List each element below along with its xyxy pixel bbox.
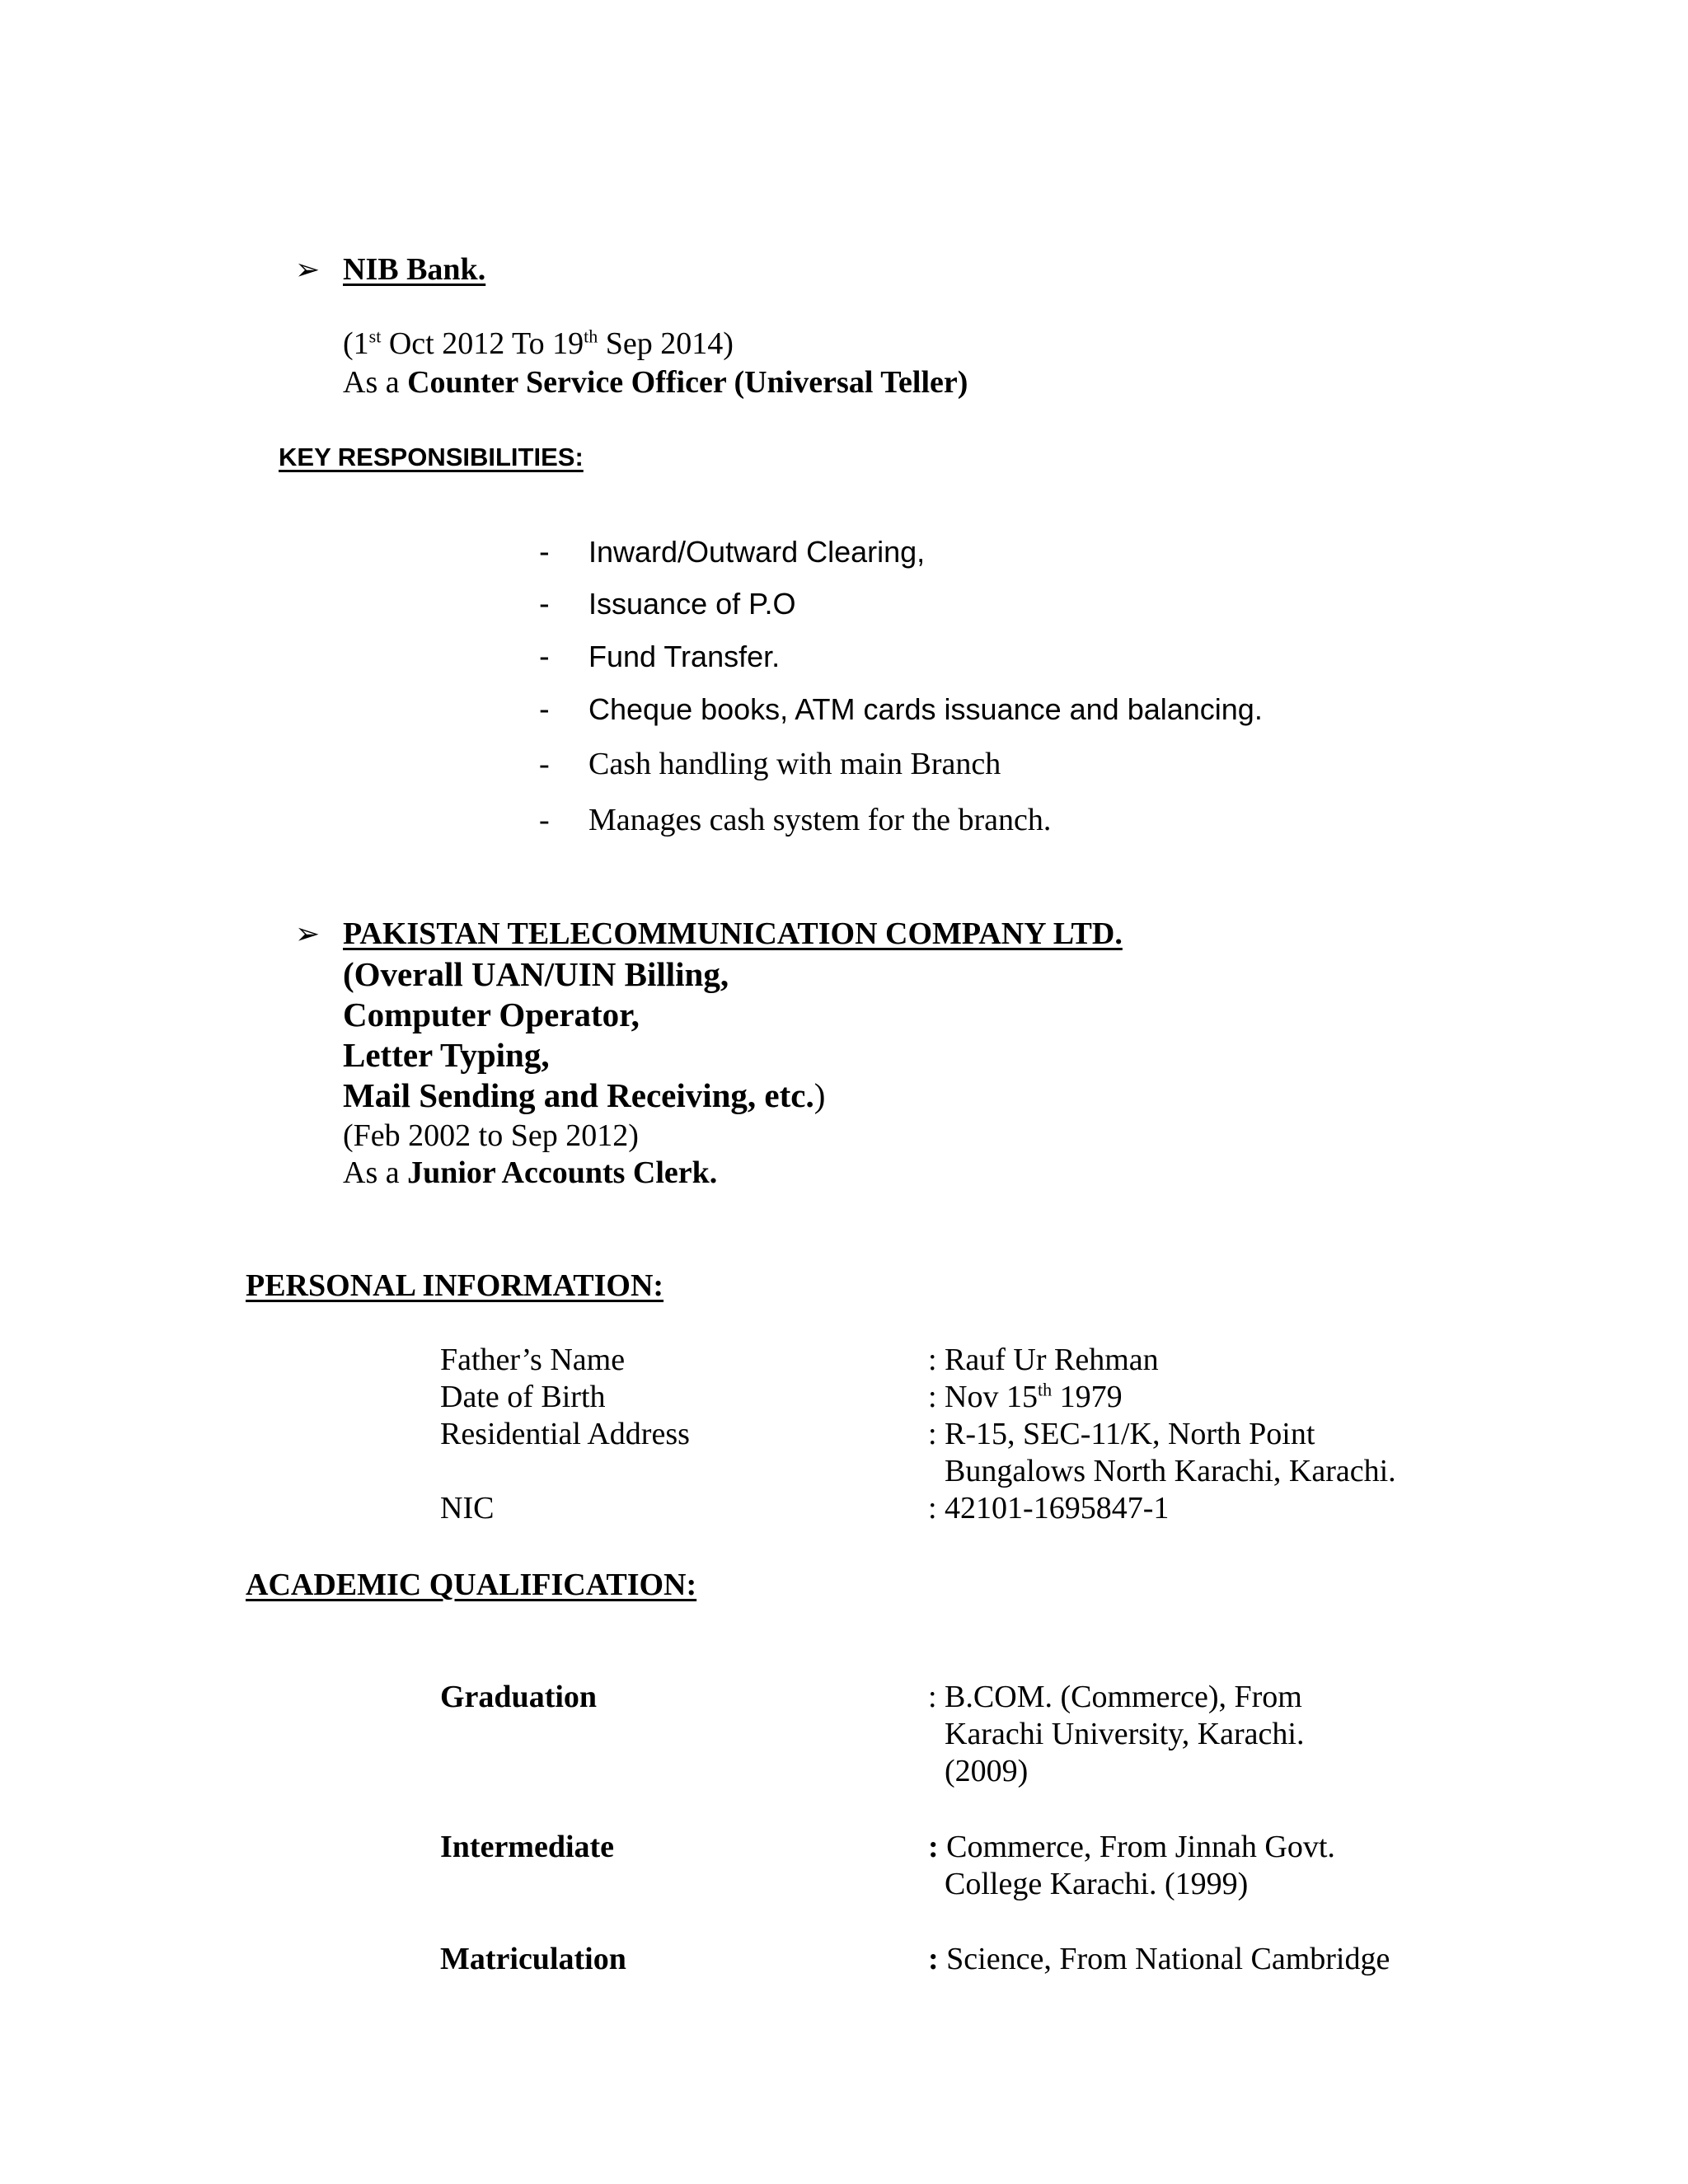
nic-value: : 42101-1695847-1 (928, 1491, 1170, 1526)
personal-info-heading: PERSONAL INFORMATION: (246, 1268, 664, 1303)
father-name-label: Father’s Name (440, 1343, 626, 1377)
nic-label: NIC (440, 1491, 495, 1526)
list-item-text: Inward/Outward Clearing, (588, 535, 926, 569)
graduation-value-line1: : B.COM. (Commerce), From (928, 1680, 1302, 1714)
ptcl-company-name: PAKISTAN TELECOMMUNICATION COMPANY LTD. (343, 916, 1123, 951)
list-item (539, 586, 550, 622)
list-item (539, 745, 550, 783)
ptcl-duty-line: Computer Operator, (343, 996, 640, 1033)
dash-bullet: - (539, 535, 550, 569)
bullet-arrow-icon: ➢ (295, 917, 321, 950)
dash-bullet: - (539, 640, 550, 674)
bullet-arrow-icon: ➢ (295, 253, 321, 286)
list-item (539, 534, 550, 570)
list-item (539, 691, 550, 728)
dash-bullet: - (539, 587, 550, 621)
dash-bullet: - (539, 803, 550, 837)
father-name-value: : Rauf Ur Rehman (928, 1343, 1159, 1377)
list-item (539, 801, 550, 839)
ptcl-duty-line: Mail Sending and Receiving, etc.) (343, 1076, 826, 1114)
academic-heading: ACADEMIC QUALIFICATION: (246, 1568, 697, 1602)
ptcl-duty-line: Letter Typing, (343, 1036, 550, 1074)
nib-company-name: NIB Bank. (343, 252, 486, 287)
address-value-line2: Bungalows North Karachi, Karachi. (945, 1454, 1396, 1488)
list-item-text: Issuance of P.O (588, 587, 796, 621)
key-responsibilities-heading: KEY RESPONSIBILITIES: (279, 443, 584, 471)
matriculation-value-line1: : Science, From National Cambridge (928, 1942, 1390, 1976)
ptcl-period: (Feb 2002 to Sep 2012) (343, 1118, 639, 1153)
ptcl-duty-line: (Overall UAN/UIN Billing, (343, 955, 729, 993)
matriculation-label: Matriculation (440, 1942, 626, 1976)
address-value-line1: : R-15, SEC-11/K, North Point (928, 1417, 1315, 1451)
intermediate-label: Intermediate (440, 1830, 615, 1864)
list-item-text: Fund Transfer. (588, 640, 781, 673)
ptcl-role: As a Junior Accounts Clerk. (343, 1155, 718, 1190)
list-item-text: Manages cash system for the branch. (588, 803, 1052, 837)
dob-value: : Nov 15th 1979 (928, 1379, 1123, 1414)
nib-period: (1st Oct 2012 To 19th Sep 2014) (343, 326, 734, 361)
list-item-text: Cash handling with main Branch (588, 747, 1001, 781)
graduation-value-line3: (2009) (945, 1754, 1029, 1788)
graduation-value-line2: Karachi University, Karachi. (945, 1717, 1305, 1751)
intermediate-value-line2: College Karachi. (1999) (945, 1867, 1249, 1901)
graduation-label: Graduation (440, 1680, 598, 1714)
address-label: Residential Address (440, 1417, 690, 1451)
dash-bullet: - (539, 747, 550, 781)
dob-label: Date of Birth (440, 1380, 606, 1414)
intermediate-value-line1: : Commerce, From Jinnah Govt. (928, 1830, 1335, 1864)
dash-bullet: - (539, 692, 550, 727)
nib-role: As a Counter Service Officer (Universal Teller) (343, 365, 968, 400)
list-item (539, 639, 550, 675)
list-item-text: Cheque books, ATM cards issuance and balancing. (588, 692, 1263, 726)
